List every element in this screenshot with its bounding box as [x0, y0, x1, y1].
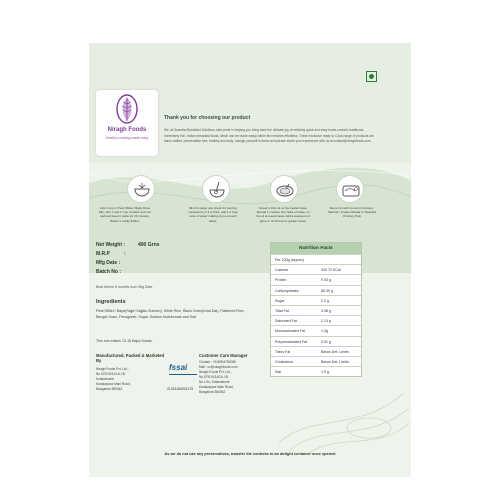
customer-care-line: No.1/1c, Kotanakunte — [199, 380, 230, 384]
manufacturer-block — [96, 353, 166, 392]
table-row — [271, 315, 361, 325]
step-2-text: Mix the batter and check for pouring consistency. If it is thick, add 1-2 tbsp more of water making into a smooth batter. — [188, 206, 238, 223]
fssai-word: fssai — [169, 363, 188, 372]
table-row — [271, 285, 361, 295]
nutrient-name: Polyunsaturated Fat — [275, 339, 308, 344]
step-4-plate-icon — [336, 175, 364, 203]
step-2-whisk-icon — [202, 175, 230, 203]
mfg-date-row — [96, 260, 256, 269]
customer-care-line: Bangalore-560062 — [199, 390, 226, 394]
nutrient-name: Monosaturated Fat — [275, 329, 306, 334]
table-row — [271, 336, 361, 346]
nutrient-name: Carbohydrates — [275, 288, 299, 293]
step-4-text: Serve hot with Coconut Chutney / Sambar / Potato Masala or Swastha Chutney Podi — [327, 206, 377, 219]
table-row — [271, 325, 361, 335]
nutrient-name: Total Fat — [275, 308, 289, 313]
manufacturer-line: Bangalore-560062 — [96, 387, 123, 391]
mrp-value: : — [124, 251, 126, 257]
step-1-text: Add 1 cup of Pearl Millet / Bajra Dosa Mix, with 1 and ¼ cup of water and mix well and keep it aside for 20 minutes. Batter is mildly fluffed. — [99, 206, 151, 223]
nutrition-table — [270, 242, 362, 377]
net-weight-row — [96, 242, 256, 251]
nutrient-value: 343.72 KCal — [321, 268, 341, 273]
table-row — [271, 274, 361, 284]
manufacturer-title: Manufactured, Packed & Marketed By — [96, 353, 165, 363]
step-3-tawa-icon — [270, 175, 298, 203]
best-before: Best before 6 months from Mfg Date — [96, 285, 153, 289]
nutrient-name: Calories — [275, 268, 289, 273]
manufacturer-line: No.579/19/14/1A-1B — [96, 372, 125, 376]
batch-label: Batch No : — [96, 269, 121, 275]
nutrient-value: 1.5 g — [321, 370, 329, 375]
nutrient-name: Sugar — [275, 298, 285, 303]
makes-count: This mix makes 13-15 Bajra Dosas. — [96, 339, 153, 343]
nutrient-value: 66.39 g — [321, 288, 333, 293]
nutrient-name: Trans Fat — [275, 349, 291, 354]
ingredients-body: Pearl Millet / Bajra(Sajje/ Sajjalu /Kambu), White Rice, Black Gram(Urad Dal), Flattened Rice, Bengal Gram, Fenugreek, Sugar, Sodium bicarbonate and Salt — [96, 309, 245, 320]
table-row — [271, 295, 361, 305]
mrp-label: M.R.P — [96, 251, 110, 257]
fssai-underline — [169, 374, 197, 375]
batch-row — [96, 269, 256, 278]
ingredients-title: Ingredients — [96, 299, 126, 305]
package-back-panel — [89, 43, 411, 477]
nutrient-value: 9.53 g — [321, 278, 331, 283]
brand-tagline: Healthy cooking made easy — [105, 136, 149, 140]
nutrient-value: Below Det. Limits — [321, 359, 349, 364]
table-row — [271, 264, 361, 274]
nutrient-name: Per 100g (approx) — [275, 258, 304, 262]
nutrient-value: 1.3g — [321, 329, 328, 334]
fssai-license-number: 21321185001475 — [167, 387, 194, 391]
thanks-title: Thank you for choosing our product — [164, 115, 251, 121]
nutrient-name: Cholesterol — [275, 359, 294, 364]
nutrient-value: Below Det. Limits — [321, 349, 349, 354]
brand-logo — [96, 90, 158, 156]
customer-care-line: Mail : cc@niraghfoods.com — [199, 365, 238, 369]
storage-note: As we do not use any preservatives, transfer the contents to an airtight container once opened — [164, 452, 336, 456]
brand-name: Niragh Foods — [107, 127, 147, 133]
manufacturer-line: Kanakapura Main Road, — [96, 382, 131, 386]
customer-care-title: Customer Care Manager — [199, 353, 248, 358]
thanks-body: We, at Swastha Breakfast Solutions, take pride in helping you bring back the ultimate joy of relishing quick and easy home-cooked, traditional, immensely rich, Indian breakfast foods, which can be made easily within few minutes effortless. These exclusive ready to Cook range of products are hand-crafted, preservative free, healthy and tasty. Indulge yourself in these and please share your experience with us at contact@niraghfoods.com — [164, 128, 374, 144]
table-row — [271, 305, 361, 315]
mrp-row — [96, 251, 256, 260]
nutrient-name: Salt — [275, 370, 282, 375]
nutrient-name: Protein — [275, 278, 287, 283]
leaf-logo-icon — [115, 94, 139, 124]
mfg-date-label: Mfg Date : — [96, 260, 121, 266]
customer-care-line: Kanakapura Main Road, — [199, 385, 234, 389]
table-row — [271, 356, 361, 366]
net-weight-value: 400 Grns — [138, 242, 160, 248]
nutrition-title: Nutrition Facts — [271, 243, 361, 254]
table-row — [271, 254, 361, 264]
product-info — [96, 242, 256, 278]
customer-care-line: Niragh Foods Pvt. Ltd., — [199, 370, 232, 374]
nutrient-value: 0.51 g — [321, 339, 331, 344]
net-weight-label: Net Weight : — [96, 242, 126, 248]
nutrient-value: 3.96 g — [321, 308, 331, 313]
veg-dot — [369, 74, 374, 79]
customer-care-line: Contact : +918904780086 — [199, 360, 236, 364]
table-row — [271, 346, 361, 356]
decorative-contours — [269, 373, 409, 453]
manufacturer-line: Kotanakunte — [96, 377, 114, 381]
step-1-bowl-icon — [127, 175, 155, 203]
manufacturer-line: Niragh Foods Pvt. Ltd., — [96, 367, 129, 371]
veg-symbol-icon — [366, 71, 377, 82]
step-3-text: Smear a little oil on the heated tawa. Spread 1 medium size ladle of batter on the oil smeared tawa. Add a teaspoon of ghee or oil till it turns golden brown — [256, 206, 310, 223]
customer-care-block — [199, 353, 259, 395]
fssai-logo — [167, 363, 201, 401]
customer-care-line: No.579/19/14/1A-1B — [199, 375, 228, 379]
nutrient-value: 2.2 g — [321, 298, 329, 303]
nutrient-value: 2.13 g — [321, 319, 331, 324]
nutrient-name: Saturated Fat — [275, 319, 297, 324]
